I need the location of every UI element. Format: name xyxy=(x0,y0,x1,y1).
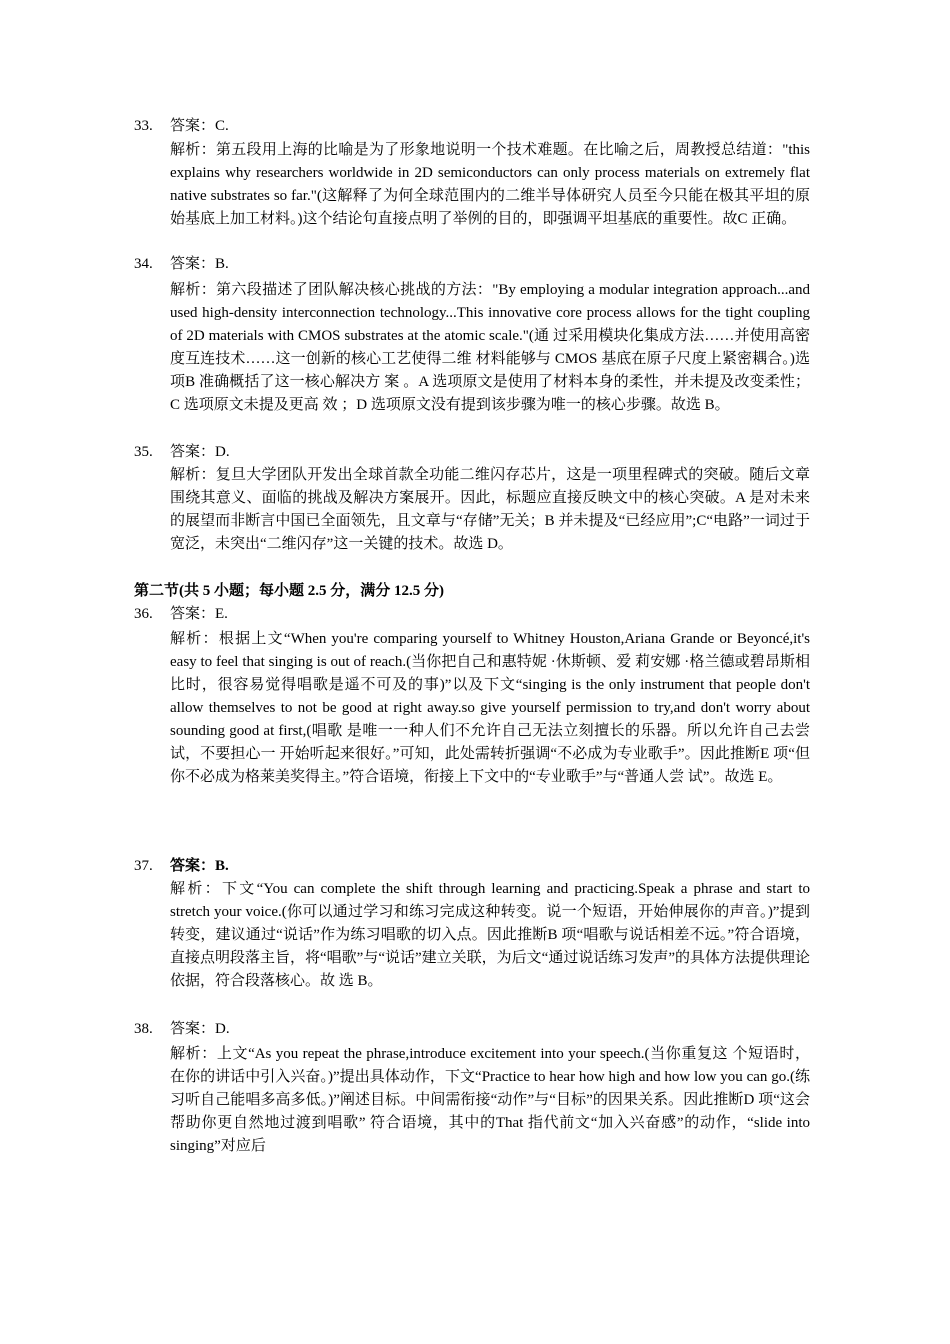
question-number: 35. xyxy=(134,444,153,460)
question-38 xyxy=(134,1018,230,1040)
question-number: 36. xyxy=(134,606,153,622)
question-number: 38. xyxy=(134,1021,153,1037)
explanation-33: 解析：第五段用上海的比喻是为了形象地说明一个技术难题。在比喻之后，周教授总结道："this explains why researchers worldwide in 2D semiconductors can only process materials on extremely flat native substrates so far."(这解释了为何全球范围内的二维半导体研究人员至今只能在极其平坦的原始基底上加工材料。)这个结论句直接点明了举例的目的，即强调平坦基底的重要性。故C 正确。 xyxy=(170,142,810,227)
answer: 答案：D. xyxy=(170,444,230,460)
explanation-38: 解析：上文“As you repeat the phrase,introduce excitement into your speech.(当你重复这 个短语时，在你的讲话中引入兴奋。)”提出具体动作，下文“Practice to hear how high and how low you can go.(练习听自己能唱多高多低。)”阐述目标。中间需衔接“动作”与“目标”的因果关系。因此推断D 项“这会帮助你更自然地过渡到唱歌” 符合语境，其中的That 指代前文“加入兴奋感”的动作，“slide into singing”对应后 xyxy=(170,1046,810,1154)
question-number: 34. xyxy=(134,256,153,272)
explanation-34: 解析：第六段描述了团队解决核心挑战的方法："By employing a modular integration approach...and used high-density interconnection technology...This innovative core process allows for the tight coupling of 2D materials with CMOS substrates at the atomic scale."(通 过采用模块化集成方法……并使用高密度互连技术……这一创新的核心工艺使得二维 材料能够与 CMOS 基底在原子尺度上紧密耦合。)选项B 准确概括了这一核心解决方 案 。A 选项原文是使用了材料本身的柔性，并未提及改变柔性；C 选项原文未提及更高 效 ；D 选项原文没有提到该步骤为唯一的核心步骤。故选 B。 xyxy=(170,282,810,413)
question-33 xyxy=(134,115,229,137)
answer: 答案：D. xyxy=(170,1021,230,1037)
answer: 答案：B. xyxy=(170,858,229,874)
answer: 答案：B. xyxy=(170,256,229,272)
question-37 xyxy=(134,855,229,877)
explanation-35: 解析：复旦大学团队开发出全球首款全功能二维闪存芯片，这是一项里程碑式的突破。随后文章围绕其意义、面临的挑战及解决方案展开。因此，标题应直接反映文中的核心突破。A 是对未来的展望而非断言中国已全面领先，且文章与“存储”无关；B 并未提及“已经应用”;C“电路”一词过于宽泛，未突出“二维闪存”这一关键的技术。故选 D。 xyxy=(170,467,810,552)
question-35 xyxy=(134,441,230,463)
explanation-36: 解析：根据上文“When you're comparing yourself to Whitney Houston,Ariana Grande or Beyoncé,it's easy to feel that singing is out of reach.(当你把自己和惠特妮 ·休斯顿、爱 莉安娜 ·格兰德或碧昂斯相比时，很容易觉得唱歌是遥不可及的事)”以及下文“singing is the only instrument that people don't allow themselves to not be good at right away.so give yourself permission to try,and don't worry about sounding good at first,(唱歌 是唯一一种人们不允许自己无法立刻擅长的乐器。所以允许自己去尝试，不要担心一 开始听起来很好。”可知，此处需转折强调“不必成为专业歌手”。因此推断E 项“但 你不必成为格莱美奖得主。”符合语境，衔接上下文中的“专业歌手”与“普通人尝 试”。故选 E。 xyxy=(170,631,810,785)
question-number: 33. xyxy=(134,118,153,134)
answer: 答案：C. xyxy=(170,118,229,134)
answer: 答案：E. xyxy=(170,606,228,622)
explanation-37: 解析：下文“You can complete the shift through learning and practicing.Speak a phrase and start to stretch your voice.(你可以通过学习和练习完成这种转变。说一个短语，开始伸展你的声音。)”提到转变，建议通过“说话”作为练习唱歌的切入点。因此推断B 项“唱歌与说话相差不远。”符合语境，直接点明段落主旨，将“唱歌”与“说话”建立关联，为后文“通过说话练习发声”的具体方法提供理论依据，符合段落核心。故 选 B。 xyxy=(170,881,810,989)
question-36 xyxy=(134,603,228,625)
question-34 xyxy=(134,253,229,275)
question-number: 37. xyxy=(134,858,153,874)
section-title: 第二节(共 5 小题；每小题 2.5 分，满分 12.5 分) xyxy=(134,583,444,599)
